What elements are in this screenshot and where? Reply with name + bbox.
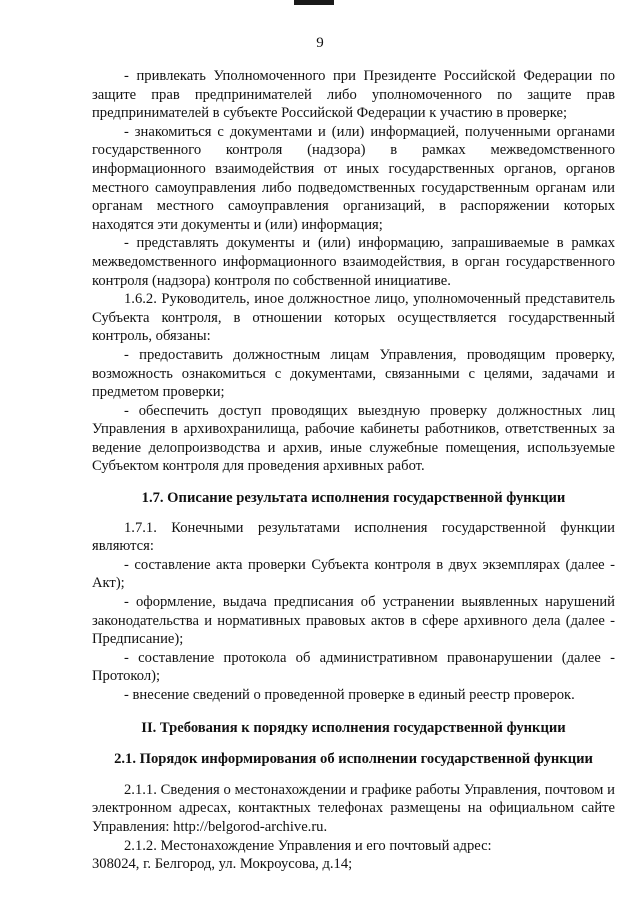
paragraph: - предоставить должностным лицам Управления, проводящим проверку, возможность ознакомиться с документами, связанными с целями, задачами и предметом проверки; xyxy=(92,346,615,401)
section-heading-II: II. Требования к порядку исполнения государственной функции xyxy=(141,719,566,736)
page-number: 9 xyxy=(316,35,324,51)
paragraph: - представлять документы и (или) информацию, запрашиваемые в рамках межведомственного информационного взаимодействия, в орган государственного контроля (надзора) контроля по собственной инициативе. xyxy=(92,235,615,289)
section-heading-1-7: 1.7. Описание результата исполнения государственной функции xyxy=(141,490,566,507)
paragraph: 2.1.2. Местонахождение Управления и его почтовый адрес: xyxy=(124,837,492,854)
paragraph: - составление акта проверки Субъекта контроля в двух экземплярах (далее - Акт); xyxy=(92,556,615,592)
paragraph: - привлекать Уполномоченного при Президенте Российской Федерации по защите прав предпринимателей либо уполномоченного по защите прав предпринимателей в субъекте Российской Федерации к участию в проверке; xyxy=(92,68,615,122)
paragraph: 1.7.1. Конечными результатами исполнения государственной функции являются: xyxy=(92,519,615,555)
paragraph: - знакомиться с документами и (или) информацией, полученными органами государственного контроля (надзора) в рамках межведомственного информационного взаимодействия от иных государственных органов, органов местного самоуправления либо подведомственных государственным органам или органам местного самоуправления организаций, в распоряжении которых находятся эти документы и (или) информация; xyxy=(92,123,615,233)
paragraph: - составление протокола об административном правонарушении (далее - Протокол); xyxy=(92,649,615,685)
section-heading-2-1: 2.1. Порядок информирования об исполнении государственной функции xyxy=(114,751,593,768)
paragraph: 2.1.1. Сведения о местонахождении и графике работы Управления, почтовом и электронном адресах, контактных телефонах размещены на официальном сайте Управления: http://belgorod-archive.ru. xyxy=(92,781,615,835)
paragraph: - внесение сведений о проведенной проверке в единый реестр проверок. xyxy=(124,687,575,703)
page-top-mark xyxy=(294,0,334,5)
paragraph: - оформление, выдача предписания об устранении выявленных нарушений законодательства и нормативных правовых актов в сфере архивного дела (далее - Предписание); xyxy=(92,594,615,648)
paragraph: - обеспечить доступ проводящих выездную проверку должностных лиц Управления в архивохранилища, рабочие кабинеты работников, ответственных за ведение делопроизводства и архив, иные служебные помещения, используемые Субъектом контроля для проведения архивных работ. xyxy=(92,402,615,475)
paragraph: 1.6.2. Руководитель, иное должностное лицо, уполномоченный представитель Субъекта контроля, в отношении которых осуществляется государственный контроль, обязаны: xyxy=(92,291,615,345)
postal-address: 308024, г. Белгород, ул. Мокроусова, д.14; xyxy=(92,856,353,873)
document-body xyxy=(92,67,615,874)
